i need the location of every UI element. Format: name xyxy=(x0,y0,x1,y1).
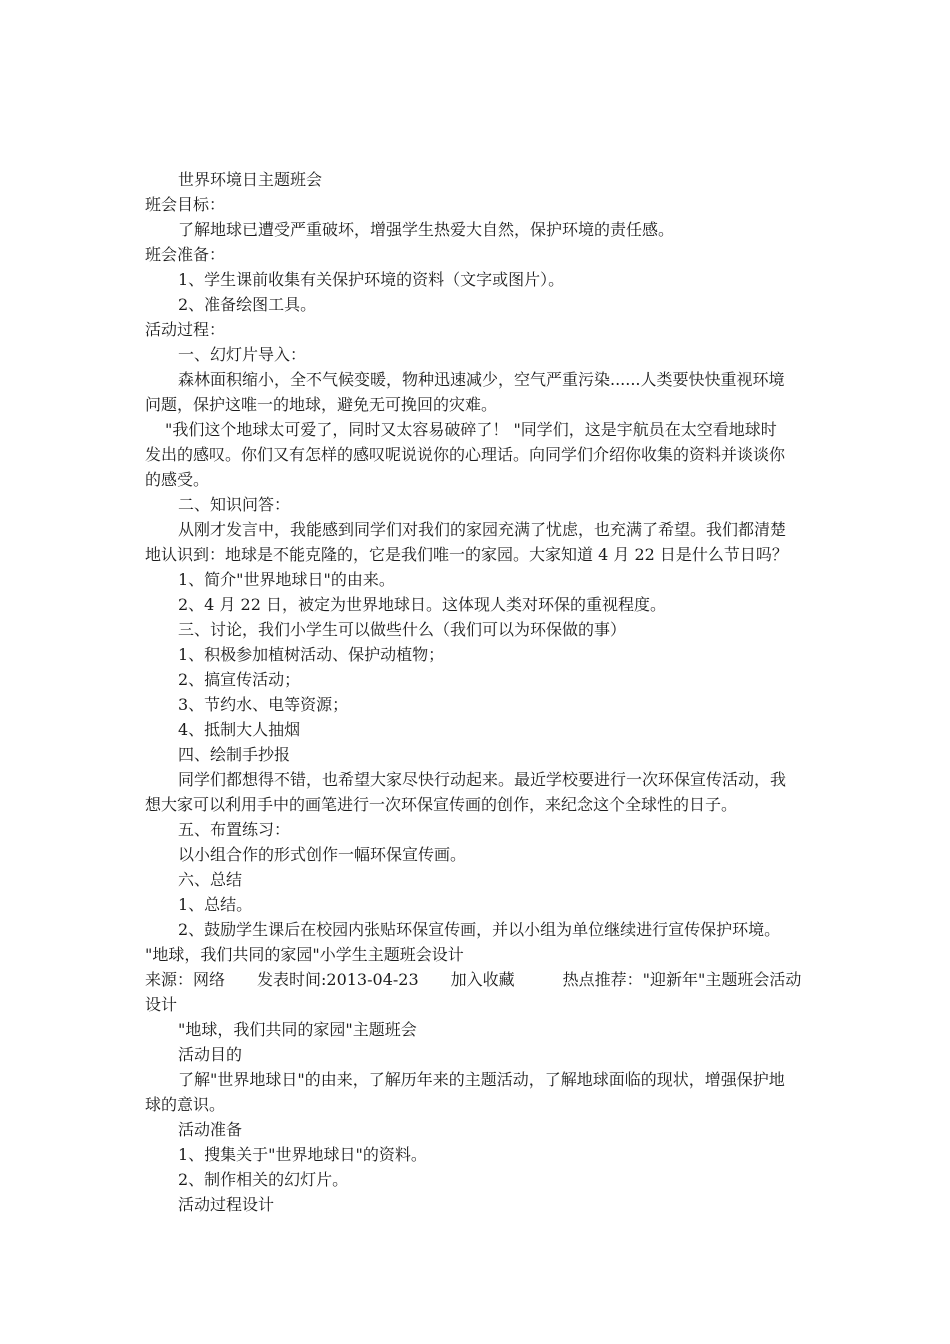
section-heading: 班会目标： xyxy=(145,195,226,214)
subsection-heading: 三、讨论，我们小学生可以做些什么（我们可以为环保做的事） xyxy=(178,620,627,639)
list-item: 2、搞宣传活动； xyxy=(178,670,301,689)
list-item: 2、4 月 22 日，被定为世界地球日。这体现人类对环保的重视程度。 xyxy=(178,595,666,614)
list-item: 2、鼓励学生课后在校园内张贴环保宣传画，并以小组为单位继续进行宣传保护环境。 xyxy=(178,920,781,939)
paragraph-line: 的感受。 xyxy=(145,470,210,489)
list-item: 2、准备绘图工具。 xyxy=(178,295,317,314)
list-item: 1、总结。 xyxy=(178,895,253,914)
paragraph-line: 以小组合作的形式创作一幅环保宣传画。 xyxy=(178,845,467,864)
subsection-heading: 四、绘制手抄报 xyxy=(178,745,291,764)
paragraph-line: 想大家可以利用手中的画笔进行一次环保宣传画的创作，来纪念这个全球性的日子。 xyxy=(145,795,738,814)
article-meta: 来源：网络 发表时间:2013-04-23 加入收藏 热点推荐："迎新年"主题班会活动 xyxy=(145,970,802,989)
subsection-heading: 活动目的 xyxy=(178,1045,243,1064)
paragraph-line: 同学们都想得不错，也希望大家尽快行动起来。最近学校要进行一次环保宣传活动，我 xyxy=(178,770,787,789)
paragraph-line: 了解地球已遭受严重破坏，增强学生热爱大自然，保护环境的责任感。 xyxy=(178,220,675,239)
subsection-heading: 六、总结 xyxy=(178,870,243,889)
list-item: 1、简介"世界地球日"的由来。 xyxy=(178,570,395,589)
paragraph-line: 发出的感叹。你们又有怎样的感叹呢说说你的心理话。向同学们介绍你收集的资料并谈谈你 xyxy=(145,445,786,464)
paragraph-line: 球的意识。 xyxy=(145,1095,226,1114)
article-meta: 设计 xyxy=(145,995,178,1014)
list-item: 1、搜集关于"世界地球日"的资料。 xyxy=(178,1145,427,1164)
paragraph-line: 了解"世界地球日"的由来，了解历年来的主题活动，了解地球面临的现状，增强保护地 xyxy=(178,1070,785,1089)
subsection-heading: "地球，我们共同的家园"主题班会 xyxy=(178,1020,417,1039)
subsection-heading: 活动过程设计 xyxy=(178,1195,275,1214)
paragraph-line: 地认识到：地球是不能克隆的，它是我们唯一的家园。大家知道 4 月 22 日是什么节日吗？ xyxy=(145,545,788,564)
subsection-heading: 一、幻灯片导入： xyxy=(178,345,307,364)
paragraph-line: "我们这个地球太可爱了，同时又太容易破碎了！ "同学们，这是宇航员在太空看地球时 xyxy=(165,420,777,439)
paragraph-line: 从刚才发言中，我能感到同学们对我们的家园充满了忧虑，也充满了希望。我们都清楚 xyxy=(178,520,787,539)
section-heading: 活动过程： xyxy=(145,320,226,339)
list-item: 2、制作相关的幻灯片。 xyxy=(178,1170,349,1189)
paragraph-line: 问题，保护这唯一的地球，避免无可挽回的灾难。 xyxy=(145,395,498,414)
paragraph-line: 森林面积缩小，全不气候变暖，物种迅速减少，空气严重污染......人类要快快重视环境 xyxy=(178,370,785,389)
list-item: 1、积极参加植树活动、保护动植物； xyxy=(178,645,445,664)
subsection-heading: 二、知识问答： xyxy=(178,495,291,514)
article-title: "地球，我们共同的家园"小学生主题班会设计 xyxy=(145,945,464,964)
subsection-heading: 活动准备 xyxy=(178,1120,243,1139)
section-heading: 班会准备： xyxy=(145,245,226,264)
list-item: 4、抵制大人抽烟 xyxy=(178,720,301,739)
doc-title: 世界环境日主题班会 xyxy=(178,170,323,189)
list-item: 3、节约水、电等资源； xyxy=(178,695,349,714)
subsection-heading: 五、布置练习： xyxy=(178,820,291,839)
list-item: 1、学生课前收集有关保护环境的资料（文字或图片）。 xyxy=(178,270,565,289)
